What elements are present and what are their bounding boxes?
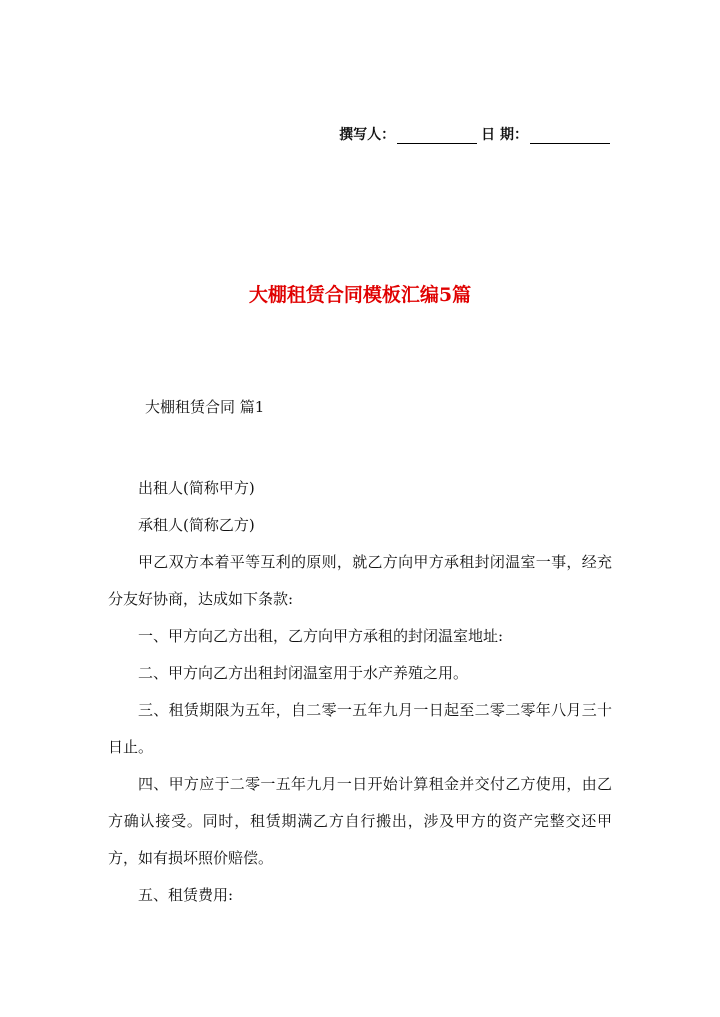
paragraph-clause-2: 二、甲方向乙方出租封闭温室用于水产养殖之用。 bbox=[138, 664, 469, 682]
date-blank-field bbox=[530, 129, 610, 144]
paragraph-clause-1: 一、甲方向乙方出租，乙方向甲方承租的封闭温室地址: bbox=[138, 627, 504, 645]
paragraph-clause-3: 三、租赁期限为五年，自二零一五年九月一日起至二零二零年八月三十日止。 bbox=[108, 701, 612, 756]
author-blank-field bbox=[397, 129, 477, 144]
paragraph-preamble: 甲乙双方本着平等互利的原则，就乙方向甲方承租封闭温室一事，经充分友好协商，达成如下条款: bbox=[108, 553, 612, 608]
contract-body bbox=[108, 470, 612, 914]
author-date-line bbox=[339, 126, 612, 144]
paragraph-lessor: 出租人(简称甲方) bbox=[138, 479, 255, 497]
author-label: 撰写人： bbox=[339, 127, 396, 143]
date-label: 日 期： bbox=[481, 127, 528, 143]
paragraph-clause-4: 四、甲方应于二零一五年九月一日开始计算租金并交付乙方使用，由乙方确认接受。同时，租赁期满乙方自行搬出，涉及甲方的资产完整交还甲方，如有损坏照价赔偿。 bbox=[108, 775, 612, 867]
section-heading: 大棚租赁合同 篇1 bbox=[145, 398, 265, 416]
paragraph-clause-5: 五、租赁费用: bbox=[138, 886, 234, 904]
paragraph-lessee: 承租人(简称乙方) bbox=[138, 516, 255, 534]
document-title: 大棚租赁合同模板汇编5篇 bbox=[248, 284, 472, 306]
